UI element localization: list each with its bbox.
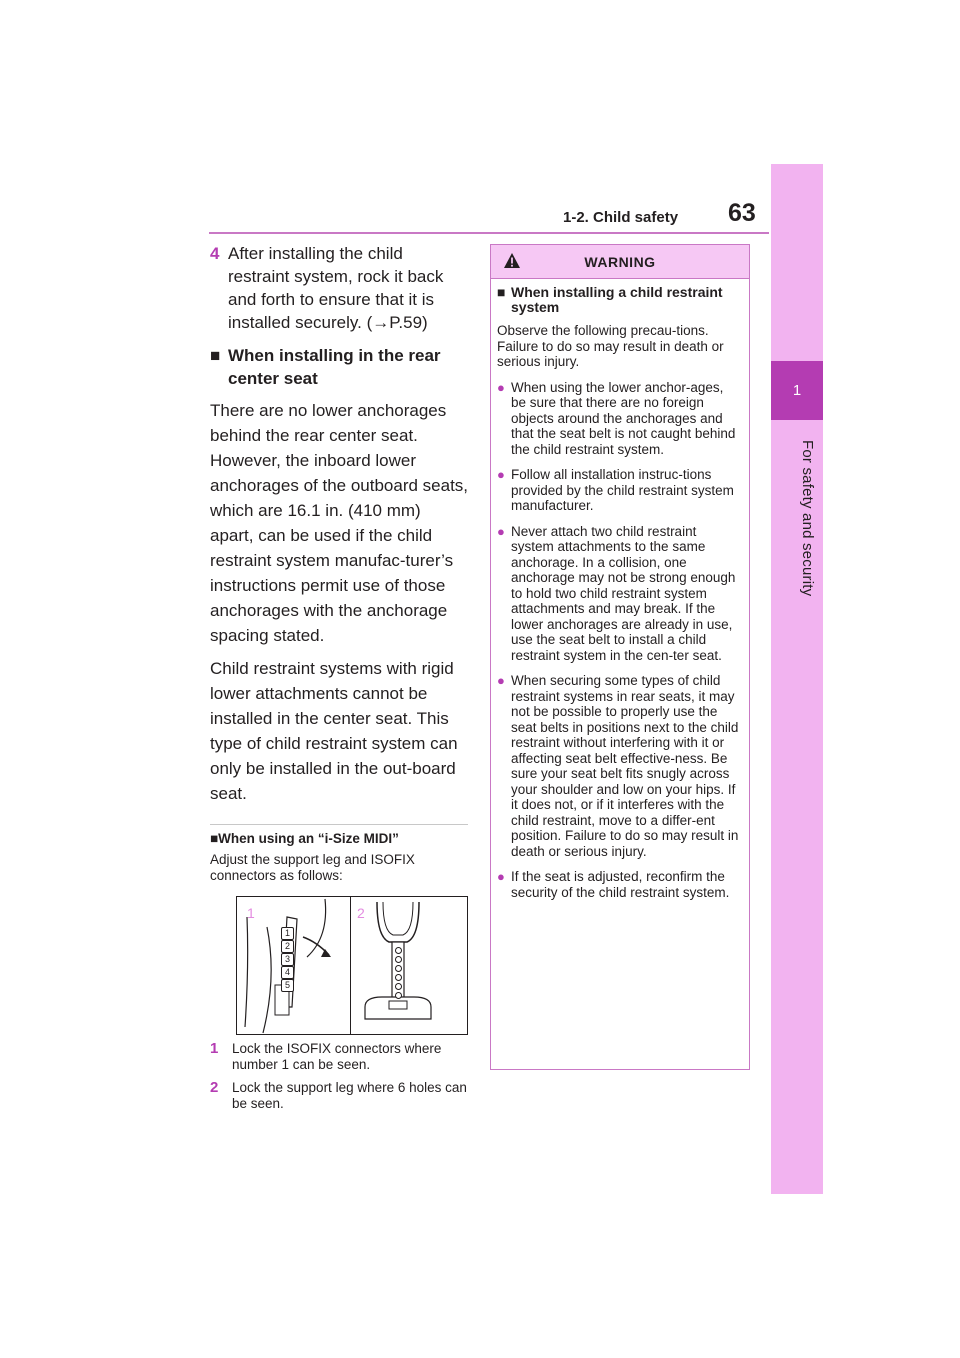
step-number: 4 bbox=[210, 244, 220, 263]
bullet-text: If the seat is adjusted, reconfirm the security of the child restraint system. bbox=[511, 869, 730, 900]
support-leg-hole bbox=[395, 974, 402, 981]
bullet-text: When securing some types of child restraint systems in rear seats, it may not be possible to properly use the seat belts in positions next to the child restraint without interfering with it or affecting seat belt effective-ness. Be sure your seat belt fits snugly across your shoulder and low on your hips. If it does not, or if it interferes with the child restraint, move to a differ-ent position. Failure to do so may result in death or serious injury. bbox=[511, 673, 739, 859]
note-divider bbox=[210, 824, 468, 825]
note-text: Adjust the support leg and ISOFIX connectors as follows: bbox=[210, 852, 415, 883]
support-leg-hole bbox=[395, 983, 402, 990]
connector-number-2: 2 bbox=[281, 940, 294, 953]
bullet-dot-icon: ● bbox=[497, 869, 505, 884]
note-heading: ■When using an “i-Size MIDI” bbox=[210, 831, 399, 846]
warning-bullet bbox=[497, 380, 741, 458]
step-number: 1 bbox=[210, 1040, 219, 1057]
warning-header bbox=[491, 245, 749, 279]
support-leg-hole bbox=[395, 947, 402, 954]
rear-center-heading bbox=[210, 344, 468, 390]
warning-heading bbox=[497, 285, 741, 315]
warning-heading-text: When installing a child restraint system bbox=[511, 284, 723, 315]
support-leg-hole bbox=[395, 992, 402, 999]
bullet-text: When using the lower anchor-ages, be sure that there are no foreign objects around the anchorages and that the seat belt is not caught behind the child restraint system. bbox=[511, 379, 736, 457]
step-text: After installing the child restraint system, rock it back and forth to ensure that it is installed securely. (→P.59) bbox=[228, 244, 444, 332]
isize-midi-illustration bbox=[236, 896, 468, 1035]
chapter-side-tab bbox=[771, 164, 823, 1194]
step-4 bbox=[210, 242, 468, 334]
support-leg-hole bbox=[395, 965, 402, 972]
illustration-step-1 bbox=[210, 1041, 468, 1073]
square-bullet-icon: ■ bbox=[210, 346, 221, 365]
bullet-dot-icon: ● bbox=[497, 523, 505, 539]
connector-number-4: 4 bbox=[281, 966, 294, 979]
bullet-dot-icon: ● bbox=[497, 467, 505, 482]
illustration-label-2: 2 bbox=[357, 905, 365, 921]
warning-body bbox=[491, 279, 749, 900]
warning-bullet bbox=[497, 524, 741, 664]
illustration-label-1: 1 bbox=[247, 905, 255, 921]
left-column bbox=[210, 242, 468, 1119]
header-divider bbox=[209, 232, 769, 234]
rear-center-heading-text: When installing in the rear center seat bbox=[228, 346, 441, 388]
warning-bullet bbox=[497, 467, 741, 514]
connector-number-5: 5 bbox=[281, 979, 294, 992]
page-number: 63 bbox=[728, 199, 756, 227]
step-text: Lock the ISOFIX connectors where number 1 can be seen. bbox=[232, 1041, 442, 1072]
warning-title: WARNING bbox=[584, 254, 656, 270]
bullet-text: Follow all installation instruc-tions provided by the child restraint system manufacturer. bbox=[511, 467, 734, 513]
chapter-title: For safety and security bbox=[799, 440, 816, 597]
warning-bullet bbox=[497, 673, 741, 859]
support-leg-hole bbox=[395, 956, 402, 963]
warning-bullet bbox=[497, 869, 741, 900]
step-text: Lock the support leg where 6 holes can be seen. bbox=[232, 1080, 467, 1111]
paragraph-rigid-attachments: Child restraint systems with rigid lower attachments cannot be installed in the center seat. This type of child restraint system can only be installed in the out-board seat. bbox=[210, 659, 458, 803]
bullet-text: Never attach two child restraint system attachments to the same anchorage. In a collision, one anchorage may not be strong enough to hold two child restraint system attachments and may break. If the lower anchorages are already in use, use the seat belt to install a child restraint system in the cen-ter seat. bbox=[511, 523, 736, 663]
section-title: 1-2. Child safety bbox=[563, 209, 679, 226]
bullet-dot-icon: ● bbox=[497, 379, 505, 395]
chapter-number-tab[interactable]: 1 bbox=[771, 361, 823, 420]
paragraph-lower-anchorages: There are no lower anchorages behind the rear center seat. However, the inboard lower anchorages of the outboard seats, which are 16.1 in. (410 mm) apart, can be used if the child restraint system manufac-turer’s instructions permit use of those anchorages with the anchorage spacing stated. bbox=[210, 401, 469, 645]
warning-intro: Observe the following precau-tions. Failure to do so may result in death or serious injury. bbox=[497, 323, 724, 369]
isofix-support-leg-illustration bbox=[237, 897, 467, 1034]
bullet-dot-icon: ● bbox=[497, 673, 505, 688]
illustration-divider bbox=[350, 897, 351, 1034]
connector-number-3: 3 bbox=[281, 953, 294, 966]
step-number: 2 bbox=[210, 1079, 219, 1096]
illustration-step-2 bbox=[210, 1080, 468, 1112]
square-bullet-icon: ■ bbox=[497, 284, 506, 300]
connector-number-1: 1 bbox=[281, 927, 294, 940]
warning-box bbox=[490, 244, 750, 1070]
